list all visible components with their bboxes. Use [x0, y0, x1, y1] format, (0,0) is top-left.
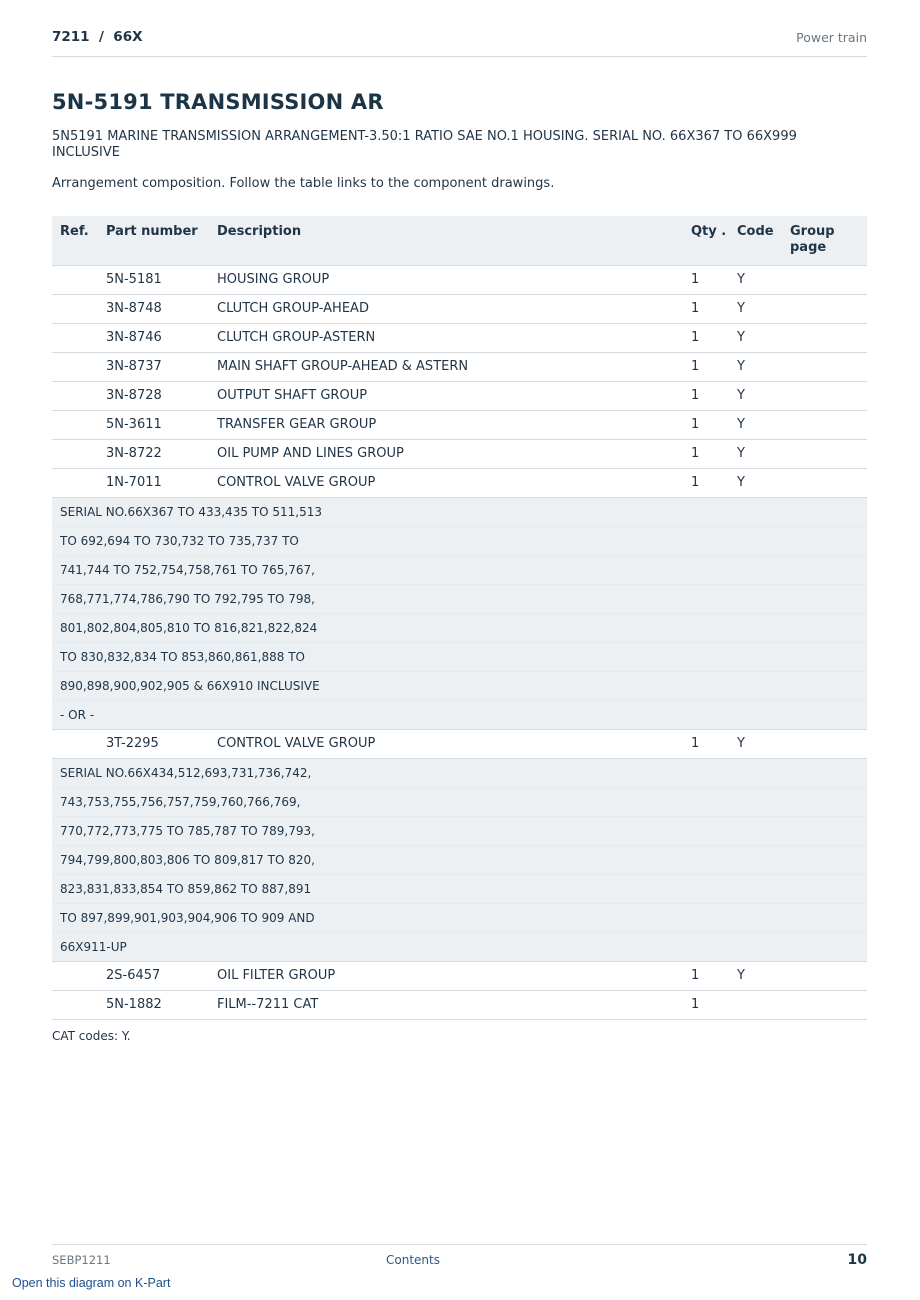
document-reference: 7211 / 66X — [52, 29, 143, 45]
cell-part-number: 3N-8746 — [106, 330, 162, 345]
cell-part-number: 5N-5181 — [106, 272, 162, 287]
cell-description: MAIN SHAFT GROUP-AHEAD & ASTERN — [217, 359, 469, 374]
table-body-tail — [52, 962, 867, 1020]
cell-part-number: 3T-2295 — [106, 736, 159, 751]
cell-part-number: 5N-1882 — [106, 997, 162, 1012]
cell-description: CONTROL VALVE GROUP — [217, 736, 376, 751]
table-row[interactable] — [52, 382, 867, 411]
table-row[interactable] — [52, 353, 867, 382]
serial-note-line: 741,744 TO 752,754,758,761 TO 765,767, — [52, 556, 867, 585]
table-row[interactable] — [52, 324, 867, 353]
cell-part-number: 5N-3611 — [106, 417, 162, 432]
table-row[interactable] — [52, 411, 867, 440]
serial-note-line: SERIAL NO.66X434,512,693,731,736,742, — [52, 759, 867, 788]
serial-note-line: 66X911-UP — [60, 940, 127, 954]
table-header — [52, 216, 867, 266]
cell-part-number: 2S-6457 — [106, 968, 161, 983]
cat-codes-note: CAT codes: Y. — [52, 1029, 131, 1043]
cell-code: Y — [737, 968, 745, 983]
cell-qty: 1 — [691, 330, 700, 345]
cell-qty: 1 — [691, 272, 700, 287]
header-qty: Qty . — [691, 224, 727, 239]
serial-note-line: 794,799,800,803,806 TO 809,817 TO 820, — [52, 846, 867, 875]
page-footer — [52, 1244, 867, 1275]
cell-qty: 1 — [691, 997, 700, 1012]
cell-part-number: 3N-8728 — [106, 388, 162, 403]
cell-code: Y — [737, 272, 745, 287]
cell-code: Y — [737, 301, 745, 316]
cell-code: Y — [737, 417, 745, 432]
cell-qty: 1 — [691, 968, 700, 983]
cell-qty: 1 — [691, 359, 700, 374]
table-row[interactable] — [52, 266, 867, 295]
section-name: Power train — [796, 30, 867, 45]
cell-part-number: 3N-8737 — [106, 359, 162, 374]
header-ref: Ref. — [60, 224, 89, 239]
contents-link[interactable]: Contents — [386, 1253, 440, 1267]
cell-qty: 1 — [691, 475, 700, 490]
serial-note-line: TO 897,899,901,903,904,906 TO 909 AND — [52, 904, 867, 933]
serial-note-line: - OR - — [60, 708, 95, 722]
cell-description: CONTROL VALVE GROUP — [217, 475, 376, 490]
cell-qty: 1 — [691, 736, 700, 751]
serial-note-line: TO 830,832,834 TO 853,860,861,888 TO — [52, 643, 867, 672]
parts-table — [52, 216, 867, 1043]
table-row[interactable] — [52, 295, 867, 324]
serial-note-line: 801,802,804,805,810 TO 816,821,822,824 — [52, 614, 867, 643]
table-row[interactable] — [52, 730, 867, 759]
footer-document-id: SEBP1211 — [52, 1253, 111, 1267]
page-header — [52, 28, 867, 57]
header-description: Description — [217, 224, 302, 239]
cell-part-number: 3N-8722 — [106, 446, 162, 461]
cell-qty: 1 — [691, 388, 700, 403]
cell-code: Y — [737, 446, 745, 461]
cell-description: OIL PUMP AND LINES GROUP — [217, 446, 404, 461]
serial-note-line: 770,772,773,775 TO 785,787 TO 789,793, — [52, 817, 867, 846]
intro-text: Arrangement composition. Follow the table links to the component drawings. — [52, 176, 555, 191]
serial-note-line: 768,771,774,786,790 TO 792,795 TO 798, — [52, 585, 867, 614]
cell-qty: 1 — [691, 417, 700, 432]
cell-qty: 1 — [691, 301, 700, 316]
cell-part-number: 1N-7011 — [106, 475, 162, 490]
cell-description: OUTPUT SHAFT GROUP — [217, 388, 368, 403]
table-body-main — [52, 266, 867, 498]
cell-code: Y — [737, 359, 745, 374]
cell-description: CLUTCH GROUP-ASTERN — [217, 330, 376, 345]
header-group-page: Group page — [790, 224, 835, 255]
cell-description: OIL FILTER GROUP — [217, 968, 336, 983]
cell-code: Y — [737, 475, 745, 490]
table-row[interactable] — [52, 991, 867, 1020]
serial-note-1 — [52, 498, 867, 730]
header-part-number: Part number — [106, 224, 198, 239]
cell-description: TRANSFER GEAR GROUP — [217, 417, 377, 432]
page-number: 10 — [847, 1252, 867, 1268]
serial-note-line: 890,898,900,902,905 & 66X910 INCLUSIVE — [52, 672, 867, 701]
serial-note-line: 743,753,755,756,757,759,760,766,769, — [52, 788, 867, 817]
arrangement-description: 5N5191 MARINE TRANSMISSION ARRANGEMENT-3.50:1 RATIO SAE NO.1 HOUSING. SERIAL NO. 66X367 TO 66X999 INCLUSIVE — [52, 129, 797, 160]
serial-note-2 — [52, 759, 867, 962]
serial-note-line: SERIAL NO.66X367 TO 433,435 TO 511,513 — [52, 498, 867, 527]
cell-qty: 1 — [691, 446, 700, 461]
table-row[interactable] — [52, 440, 867, 469]
cell-description: FILM--7211 CAT — [217, 997, 319, 1012]
cell-part-number: 3N-8748 — [106, 301, 162, 316]
serial-note-line: TO 692,694 TO 730,732 TO 735,737 TO — [52, 527, 867, 556]
cell-description: HOUSING GROUP — [217, 272, 330, 287]
page-title: 5N-5191 TRANSMISSION AR — [52, 90, 384, 114]
serial-note-line: 823,831,833,854 TO 859,862 TO 887,891 — [52, 875, 867, 904]
header-code: Code — [737, 224, 774, 239]
cell-code: Y — [737, 388, 745, 403]
table-row[interactable] — [52, 469, 867, 498]
cell-code: Y — [737, 330, 745, 345]
table-row[interactable] — [52, 962, 867, 991]
cell-code: Y — [737, 736, 745, 751]
open-on-kpart-link[interactable]: Open this diagram on K-Part — [12, 1276, 171, 1290]
cell-description: CLUTCH GROUP-AHEAD — [217, 301, 369, 316]
